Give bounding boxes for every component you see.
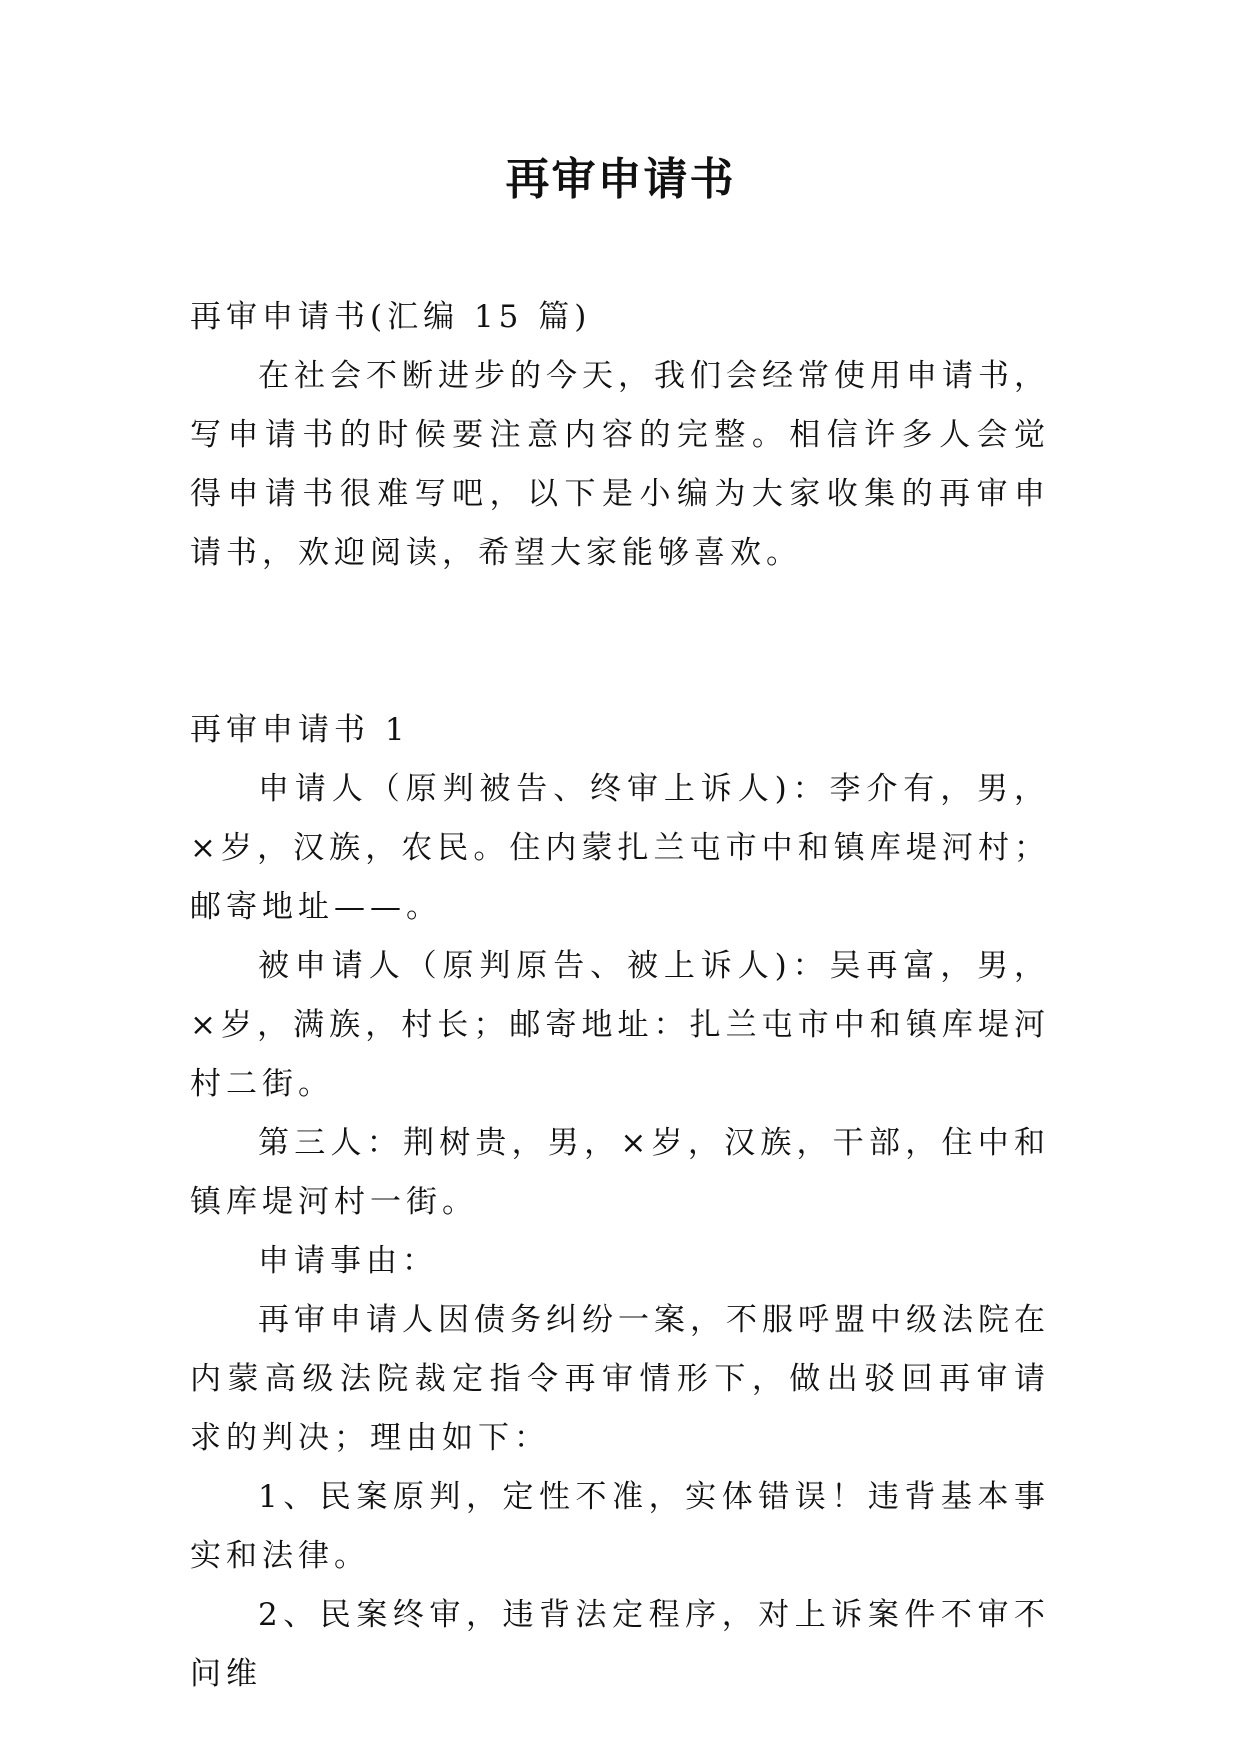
section-spacer (190, 583, 1050, 701)
third-party-paragraph: 第三人：荆树贵，男，×岁，汉族，干部，住中和镇库堤河村一街。 (190, 1125, 1050, 1220)
reason-heading: 申请事由： (258, 1243, 438, 1279)
intro-paragraph: 在社会不断进步的今天，我们会经常使用申请书，写申请书的时候要注意内容的完整。相信许多人会觉得申请书很难写吧，以下是小编为大家收集的再审申请书，欢迎阅读，希望大家能够喜欢。 (190, 358, 1050, 571)
reason-paragraph: 再审申请人因债务纠纷一案，不服呼盟中级法院在内蒙高级法院裁定指令再审情形下，做出驳回再审请求的判决；理由如下： (190, 1302, 1050, 1456)
point-one-paragraph: 1、民案原判，定性不准，实体错误！违背基本事实和法律。 (190, 1479, 1050, 1574)
document-title: 再审申请书 (505, 154, 736, 205)
applicant-paragraph: 申请人（原判被告、终审上诉人)：李介有，男，×岁，汉族，农民。住内蒙扎兰屯市中和镇库堤河村；邮寄地址——。 (190, 771, 1050, 925)
document-body (190, 288, 1050, 1704)
respondent-paragraph: 被申请人（原判原告、被上诉人)：吴再富，男，×岁，满族，村长；邮寄地址：扎兰屯市中和镇库堤河村二街。 (190, 948, 1050, 1102)
point-two-paragraph: 2、民案终审，违背法定程序，对上诉案件不审不问维 (190, 1597, 1050, 1692)
document-subtitle: 再审申请书(汇编 15 篇) (190, 299, 592, 335)
section-heading: 再审申请书 1 (190, 712, 410, 748)
